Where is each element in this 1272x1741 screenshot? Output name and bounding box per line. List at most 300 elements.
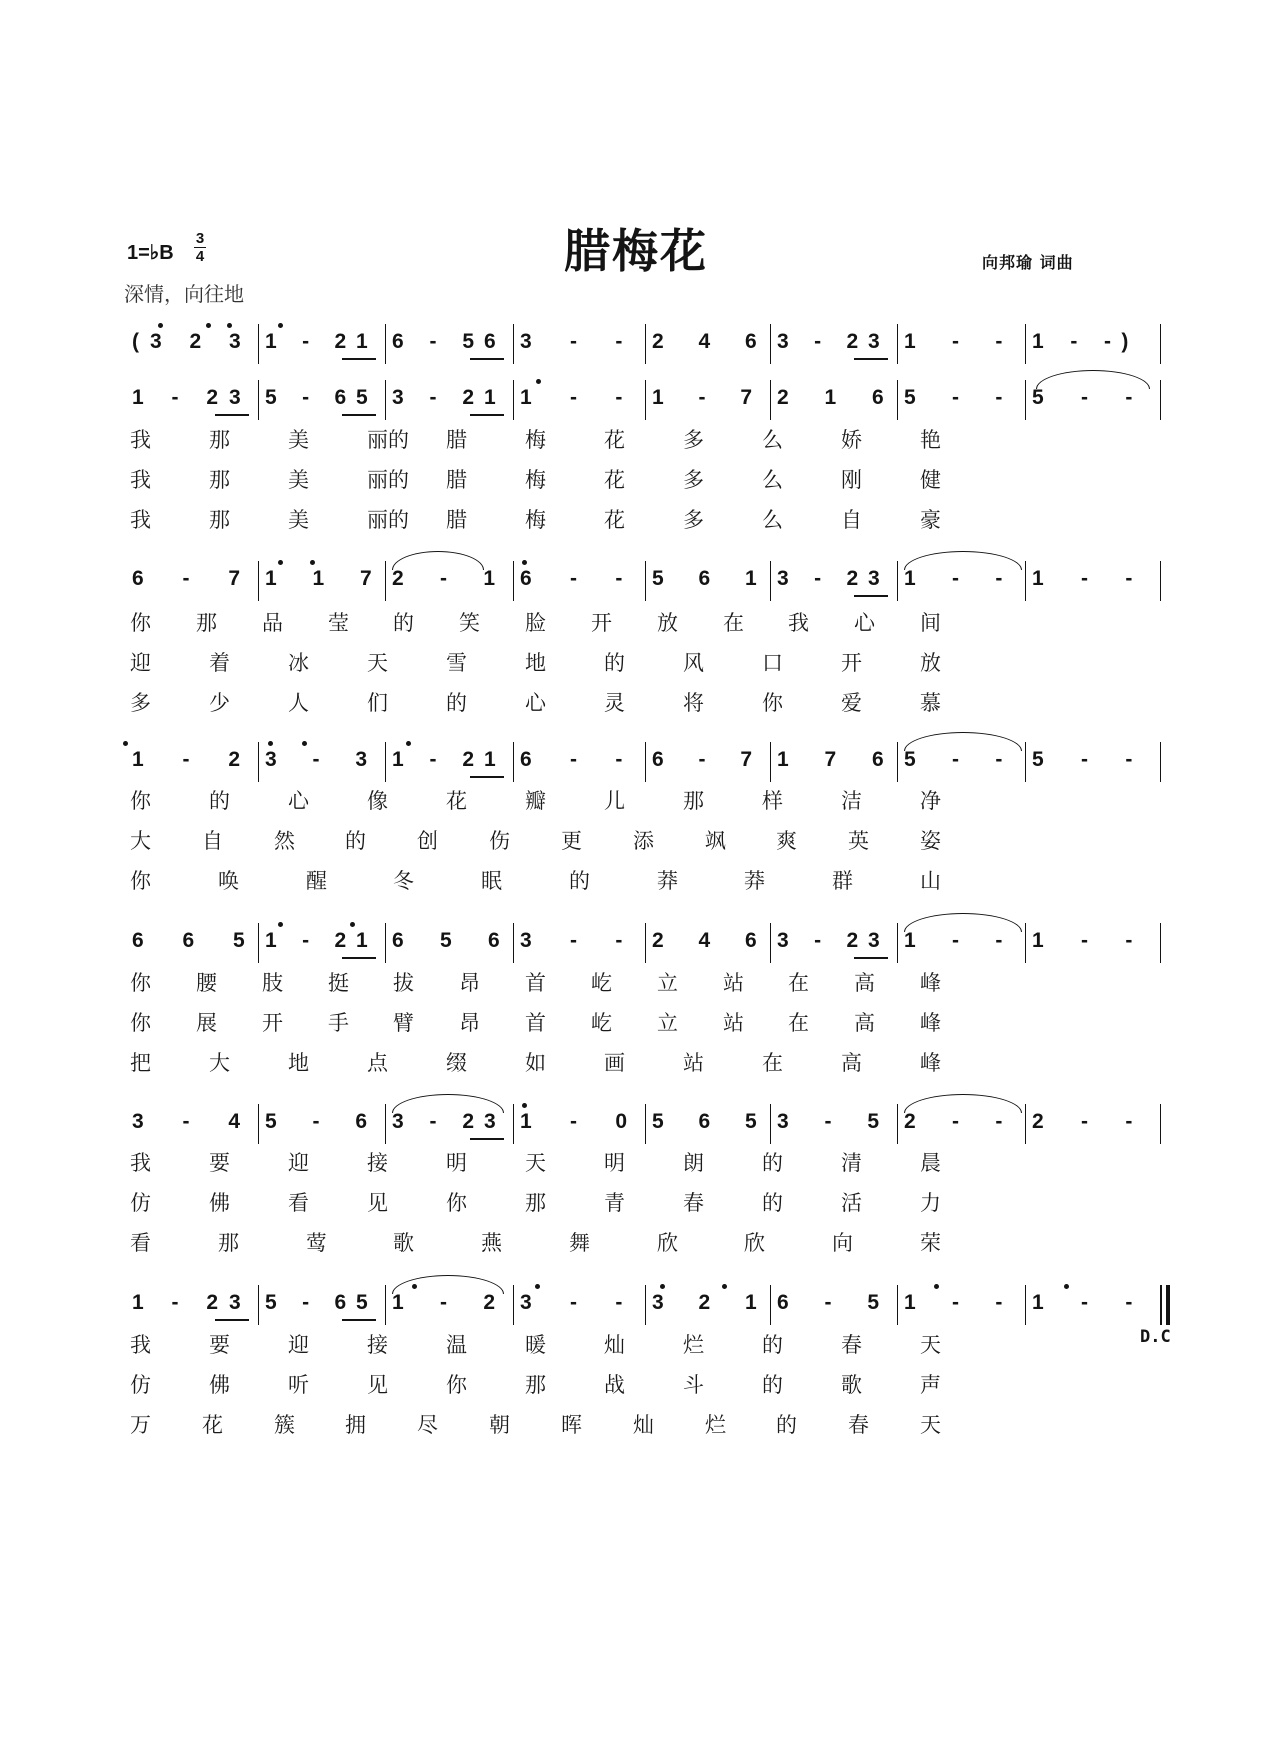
lyric-syllable: 听 xyxy=(288,1373,309,1397)
barline xyxy=(513,561,514,601)
lyric-syllable: 梅 xyxy=(525,468,546,492)
lyric-syllable: 活 xyxy=(841,1191,862,1215)
barline xyxy=(645,742,646,782)
lyric-syllable: 肢 xyxy=(262,971,283,995)
lyric-syllable: 的 xyxy=(762,1191,783,1215)
lyric-syllable: 荣 xyxy=(920,1231,941,1255)
lyric-syllable: 花 xyxy=(604,508,625,532)
barline xyxy=(897,1104,898,1144)
barline xyxy=(513,742,514,782)
octave-dot xyxy=(158,323,163,328)
measure-notes: 5 - - xyxy=(1032,748,1149,771)
lyric-line xyxy=(0,1150,1272,1180)
octave-dot xyxy=(278,560,283,565)
lyric-syllable: 佛 xyxy=(209,1191,230,1215)
lyric-syllable: 艳 xyxy=(920,428,941,452)
barline xyxy=(770,1285,771,1325)
song-title: 腊梅花 xyxy=(564,224,708,278)
measure-notes: 3 - 23 xyxy=(777,929,890,952)
measure-notes: 3 2 1 xyxy=(652,1291,772,1314)
lyric-syllable: 梅 xyxy=(525,428,546,452)
lyric-line xyxy=(0,1190,1272,1220)
notation-row xyxy=(0,322,1272,362)
lyric-syllable: 腊 xyxy=(446,428,467,452)
tempo-marking: 深情，向往地 xyxy=(124,282,244,306)
lyric-syllable: 然 xyxy=(274,829,295,853)
lyric-syllable: 晨 xyxy=(920,1151,941,1175)
lyric-line xyxy=(0,1412,1272,1442)
lyric-syllable: 看 xyxy=(130,1231,151,1255)
lyric-syllable: 刚 xyxy=(841,468,862,492)
lyric-syllable: 灿 xyxy=(633,1413,654,1437)
lyric-line xyxy=(0,1010,1272,1040)
eighth-note-beam xyxy=(342,414,376,416)
lyric-syllable: 莹 xyxy=(328,611,349,635)
lyric-syllable: 爱 xyxy=(841,691,862,715)
lyric-syllable: 高 xyxy=(854,1011,875,1035)
lyric-syllable: 多 xyxy=(683,508,704,532)
lyric-syllable: 腊 xyxy=(446,508,467,532)
lyric-syllable: 展 xyxy=(196,1011,217,1035)
lyric-line xyxy=(0,650,1272,680)
octave-dot xyxy=(1064,1284,1069,1289)
lyric-syllable: 青 xyxy=(604,1191,625,1215)
lyric-syllable: 的 xyxy=(762,1333,783,1357)
measure-notes: 2 1 6 xyxy=(777,386,899,409)
lyric-syllable: 冬 xyxy=(393,869,414,893)
octave-dot xyxy=(206,323,211,328)
notation-row xyxy=(0,1283,1272,1323)
lyric-syllable: 品 xyxy=(262,611,283,635)
measure-notes: 6 5 6 xyxy=(392,929,515,952)
lyric-syllable: 心 xyxy=(525,691,546,715)
lyric-syllable: 尽 xyxy=(417,1413,438,1437)
lyric-syllable: 万 xyxy=(130,1413,151,1437)
lyric-syllable: 欣 xyxy=(657,1231,678,1255)
barline xyxy=(258,1104,259,1144)
barline xyxy=(897,1285,898,1325)
lyric-syllable: 的 xyxy=(393,611,414,635)
measure-notes: 3 - 23 xyxy=(777,330,890,353)
barline xyxy=(513,1104,514,1144)
lyric-syllable: 心 xyxy=(288,789,309,813)
author-credit: 向邦瑜 词曲 xyxy=(982,253,1074,272)
barline xyxy=(1025,380,1026,420)
lyric-syllable: 你 xyxy=(130,789,151,813)
lyric-syllable: 歌 xyxy=(393,1231,414,1255)
notation-row xyxy=(0,740,1272,780)
lyric-syllable: 丽的 xyxy=(367,428,409,452)
lyric-syllable: 净 xyxy=(920,789,941,813)
lyric-syllable: 冰 xyxy=(288,651,309,675)
measure-notes: 2 - - xyxy=(904,1110,1018,1133)
barline xyxy=(897,742,898,782)
barline xyxy=(645,923,646,963)
measure-notes: 6 - 7 xyxy=(652,748,767,771)
lyric-syllable: 春 xyxy=(848,1413,869,1437)
measure-notes: 3 - 5 xyxy=(777,1110,895,1133)
lyric-syllable: 要 xyxy=(209,1151,230,1175)
eighth-note-beam xyxy=(854,957,888,959)
lyric-syllable: 手 xyxy=(328,1011,349,1035)
octave-dot xyxy=(412,1284,417,1289)
barline xyxy=(385,742,386,782)
measure-notes: 1 - - xyxy=(520,386,639,409)
lyric-syllable: 我 xyxy=(130,468,151,492)
lyric-syllable: 烂 xyxy=(705,1413,726,1437)
measure-notes: 3 - 4 xyxy=(132,1110,257,1133)
lyric-syllable: 仿 xyxy=(130,1191,151,1215)
lyric-syllable: 口 xyxy=(762,651,783,675)
barline xyxy=(1160,561,1161,601)
barline xyxy=(258,380,259,420)
barline xyxy=(1025,324,1026,364)
lyric-syllable: 心 xyxy=(854,611,875,635)
measure-notes: 5 - 6 xyxy=(265,1110,383,1133)
lyric-syllable: 醒 xyxy=(306,869,327,893)
lyric-syllable: 立 xyxy=(657,1011,678,1035)
lyric-syllable: 峰 xyxy=(920,1051,941,1075)
lyric-syllable: 天 xyxy=(525,1151,546,1175)
lyric-syllable: 力 xyxy=(920,1191,941,1215)
lyric-syllable: 梅 xyxy=(525,508,546,532)
barline xyxy=(513,923,514,963)
lyric-syllable: 站 xyxy=(723,971,744,995)
lyric-syllable: 仿 xyxy=(130,1373,151,1397)
lyric-line xyxy=(0,610,1272,640)
lyric-syllable: 们 xyxy=(367,691,388,715)
barline xyxy=(770,923,771,963)
lyric-syllable: 那 xyxy=(209,468,230,492)
octave-dot xyxy=(227,323,232,328)
lyric-syllable: 天 xyxy=(920,1333,941,1357)
lyric-syllable: 自 xyxy=(202,829,223,853)
lyric-syllable: 首 xyxy=(525,971,546,995)
lyric-syllable: 点 xyxy=(367,1051,388,1075)
barline xyxy=(1025,1285,1026,1325)
lyric-syllable: 明 xyxy=(604,1151,625,1175)
lyric-syllable: 开 xyxy=(841,651,862,675)
lyric-syllable: 要 xyxy=(209,1333,230,1357)
lyric-syllable: 昂 xyxy=(459,1011,480,1035)
lyric-syllable: 站 xyxy=(723,1011,744,1035)
barline xyxy=(385,380,386,420)
lyric-syllable: 莽 xyxy=(657,869,678,893)
lyric-syllable: 你 xyxy=(130,869,151,893)
measure-notes: 3 - 23 xyxy=(777,567,890,590)
barline xyxy=(645,380,646,420)
measure-notes: 1 - 7 xyxy=(652,386,767,409)
lyric-syllable: 腊 xyxy=(446,468,467,492)
final-barline-thick xyxy=(1166,1285,1170,1325)
lyric-syllable: 多 xyxy=(683,428,704,452)
lyric-syllable: 见 xyxy=(367,1373,388,1397)
meter-top: 3 xyxy=(195,230,205,247)
lyric-line xyxy=(0,467,1272,497)
measure-notes: 3 - 21 xyxy=(392,386,506,409)
lyric-syllable: 么 xyxy=(762,428,783,452)
measure-notes: 1 - - xyxy=(904,929,1018,952)
tie-slur xyxy=(392,1094,504,1113)
lyric-syllable: 自 xyxy=(841,508,862,532)
time-signature xyxy=(192,230,208,265)
lyric-syllable: 爽 xyxy=(776,829,797,853)
lyric-syllable: 你 xyxy=(446,1191,467,1215)
barline xyxy=(897,324,898,364)
barline xyxy=(770,742,771,782)
lyric-syllable: 眠 xyxy=(481,869,502,893)
measure-notes: 1 - - xyxy=(904,330,1018,353)
barline xyxy=(385,324,386,364)
measure-notes: 1 - 21 xyxy=(265,330,378,353)
lyric-syllable: 见 xyxy=(367,1191,388,1215)
lyric-syllable: 站 xyxy=(683,1051,704,1075)
lyric-syllable: 画 xyxy=(604,1051,625,1075)
lyric-syllable: 斗 xyxy=(683,1373,704,1397)
lyric-syllable: 丽的 xyxy=(367,468,409,492)
octave-dot xyxy=(123,741,128,746)
tie-slur xyxy=(904,913,1022,932)
lyric-line xyxy=(0,1050,1272,1080)
lyric-syllable: 像 xyxy=(367,789,388,813)
measure-notes: 5 - - xyxy=(904,748,1018,771)
lyric-syllable: 那 xyxy=(209,508,230,532)
lyric-syllable: 唤 xyxy=(218,869,239,893)
measure-notes: 5 - - xyxy=(904,386,1018,409)
lyric-syllable: 添 xyxy=(633,829,654,853)
lyric-syllable: 大 xyxy=(209,1051,230,1075)
lyric-syllable: 那 xyxy=(218,1231,239,1255)
lyric-syllable: 山 xyxy=(920,869,941,893)
measure-notes: 1 7 6 xyxy=(777,748,899,771)
lyric-syllable: 向 xyxy=(832,1231,853,1255)
octave-dot xyxy=(268,741,273,746)
lyric-syllable: 美 xyxy=(288,468,309,492)
measure-notes: 1 - - xyxy=(1032,1291,1149,1314)
lyric-syllable: 你 xyxy=(130,971,151,995)
lyric-syllable: 腰 xyxy=(196,971,217,995)
eighth-note-beam xyxy=(470,414,504,416)
lyric-syllable: 迎 xyxy=(130,651,151,675)
octave-dot xyxy=(522,1103,527,1108)
lyric-syllable: 迎 xyxy=(288,1151,309,1175)
lyric-syllable: 健 xyxy=(920,468,941,492)
measure-notes: 1 - 0 xyxy=(520,1110,644,1133)
lyric-syllable: 么 xyxy=(762,508,783,532)
lyric-line xyxy=(0,1230,1272,1260)
octave-dot xyxy=(535,1284,540,1289)
lyric-syllable: 首 xyxy=(525,1011,546,1035)
barline xyxy=(258,324,259,364)
lyric-syllable: 儿 xyxy=(604,789,625,813)
barline xyxy=(1160,1104,1161,1144)
lyric-syllable: 那 xyxy=(525,1373,546,1397)
eighth-note-beam xyxy=(854,595,888,597)
eighth-note-beam xyxy=(470,358,504,360)
lyric-syllable: 臂 xyxy=(393,1011,414,1035)
lyric-syllable: 温 xyxy=(446,1333,467,1357)
measure-notes: 1 - - xyxy=(904,1291,1018,1314)
barline xyxy=(770,324,771,364)
lyric-syllable: 人 xyxy=(288,691,309,715)
lyric-line xyxy=(0,690,1272,720)
notation-row xyxy=(0,378,1272,418)
barline xyxy=(1160,923,1161,963)
barline xyxy=(897,923,898,963)
measure-notes: 2 - 1 xyxy=(392,567,511,590)
barline xyxy=(1160,742,1161,782)
tie-slur xyxy=(392,1275,504,1294)
lyric-syllable: 清 xyxy=(841,1151,862,1175)
measure-notes: 1 - - xyxy=(1032,929,1149,952)
lyric-syllable: 欣 xyxy=(744,1231,765,1255)
eighth-note-beam xyxy=(470,776,504,778)
tie-slur xyxy=(904,732,1022,751)
barline xyxy=(1025,923,1026,963)
lyric-syllable: 高 xyxy=(854,971,875,995)
measure-notes: 1 - 2 xyxy=(132,748,257,771)
barline xyxy=(385,561,386,601)
barline xyxy=(770,561,771,601)
lyric-syllable: 烂 xyxy=(683,1333,704,1357)
lyric-syllable: 把 xyxy=(130,1051,151,1075)
lyric-syllable: 洁 xyxy=(841,789,862,813)
lyric-syllable: 晖 xyxy=(561,1413,582,1437)
barline xyxy=(770,1104,771,1144)
barline xyxy=(1025,1104,1026,1144)
da-capo-mark: D.C xyxy=(1140,1327,1171,1347)
lyric-line xyxy=(0,828,1272,858)
eighth-note-beam xyxy=(215,1319,249,1321)
measure-notes: 1 - 23 xyxy=(132,1291,252,1314)
lyric-syllable: 我 xyxy=(788,611,809,635)
lyric-syllable: 大 xyxy=(130,829,151,853)
lyric-syllable: 屹 xyxy=(591,1011,612,1035)
lyric-syllable: 的 xyxy=(776,1413,797,1437)
eighth-note-beam xyxy=(342,1319,376,1321)
lyric-syllable: 如 xyxy=(525,1051,546,1075)
lyric-syllable: 的 xyxy=(762,1151,783,1175)
barline xyxy=(513,324,514,364)
lyric-syllable: 豪 xyxy=(920,508,941,532)
measure-notes: 6 - 7 xyxy=(132,567,257,590)
lyric-syllable: 更 xyxy=(561,829,582,853)
eighth-note-beam xyxy=(470,1138,504,1140)
barline xyxy=(385,1104,386,1144)
lyric-syllable: 拔 xyxy=(393,971,414,995)
measure-notes: 1 - 23 xyxy=(132,386,252,409)
barline xyxy=(897,561,898,601)
measure-notes: 6 - - xyxy=(520,748,639,771)
lyric-syllable: 将 xyxy=(683,691,704,715)
lyric-syllable: 雪 xyxy=(446,651,467,675)
lyric-syllable: 莽 xyxy=(744,869,765,893)
lyric-syllable: 那 xyxy=(525,1191,546,1215)
lyric-syllable: 灿 xyxy=(604,1333,625,1357)
lyric-syllable: 朗 xyxy=(683,1151,704,1175)
lyric-syllable: 接 xyxy=(367,1333,388,1357)
measure-notes: 5 - 65 xyxy=(265,1291,378,1314)
eighth-note-beam xyxy=(342,957,376,959)
lyric-line xyxy=(0,868,1272,898)
notation-row xyxy=(0,921,1272,961)
lyric-syllable: 群 xyxy=(832,869,853,893)
notation-row xyxy=(0,559,1272,599)
octave-dot xyxy=(278,922,283,927)
lyric-syllable: 样 xyxy=(762,789,783,813)
lyric-syllable: 你 xyxy=(130,1011,151,1035)
barline xyxy=(645,561,646,601)
lyric-syllable: 你 xyxy=(446,1373,467,1397)
lyric-syllable: 的 xyxy=(604,651,625,675)
lyric-syllable: 风 xyxy=(683,651,704,675)
measure-notes: 1 - 2 xyxy=(392,1291,511,1314)
measure-notes: 1 1 7 xyxy=(265,567,387,590)
lyric-syllable: 天 xyxy=(367,651,388,675)
lyric-syllable: 花 xyxy=(202,1413,223,1437)
lyric-syllable: 你 xyxy=(762,691,783,715)
lyric-syllable: 姿 xyxy=(920,829,941,853)
barline xyxy=(258,561,259,601)
barline xyxy=(1025,742,1026,782)
lyric-syllable: 屹 xyxy=(591,971,612,995)
lyric-syllable: 昂 xyxy=(459,971,480,995)
barline xyxy=(1160,324,1161,364)
lyric-syllable: 迎 xyxy=(288,1333,309,1357)
measure-notes: 1 - - xyxy=(1032,567,1149,590)
lyric-syllable: 放 xyxy=(920,651,941,675)
lyric-syllable: 春 xyxy=(683,1191,704,1215)
lyric-syllable: 美 xyxy=(288,508,309,532)
lyric-syllable: 在 xyxy=(723,611,744,635)
barline xyxy=(645,324,646,364)
lyric-syllable: 那 xyxy=(196,611,217,635)
lyric-line xyxy=(0,788,1272,818)
lyric-syllable: 暖 xyxy=(525,1333,546,1357)
lyric-syllable: 我 xyxy=(130,428,151,452)
lyric-syllable: 歌 xyxy=(841,1373,862,1397)
measure-notes: 6 6 5 xyxy=(132,929,262,952)
lyric-line xyxy=(0,970,1272,1000)
measure-notes: 1 - 21 xyxy=(265,929,378,952)
lyric-line xyxy=(0,1372,1272,1402)
barline xyxy=(258,923,259,963)
lyric-syllable: 开 xyxy=(262,1011,283,1035)
barline xyxy=(1160,380,1161,420)
lyric-syllable: 那 xyxy=(683,789,704,813)
tie-slur xyxy=(392,551,484,570)
lyric-syllable: 的 xyxy=(345,829,366,853)
octave-dot xyxy=(350,922,355,927)
lyric-syllable: 美 xyxy=(288,428,309,452)
key-signature: 1=♭B xyxy=(127,242,174,264)
lyric-syllable: 英 xyxy=(848,829,869,853)
measure-notes: 2 - - xyxy=(1032,1110,1149,1133)
measure-notes: 2 4 6 xyxy=(652,330,772,353)
measure-notes: 1 - -) xyxy=(1032,330,1139,353)
octave-dot xyxy=(722,1284,727,1289)
octave-dot xyxy=(536,379,541,384)
eighth-note-beam xyxy=(342,358,376,360)
lyric-syllable: 飒 xyxy=(705,829,726,853)
barline xyxy=(1025,561,1026,601)
lyric-syllable: 峰 xyxy=(920,971,941,995)
barline xyxy=(645,1285,646,1325)
lyric-syllable: 开 xyxy=(591,611,612,635)
lyric-syllable: 着 xyxy=(209,651,230,675)
eighth-note-beam xyxy=(215,414,249,416)
lyric-syllable: 瓣 xyxy=(525,789,546,813)
